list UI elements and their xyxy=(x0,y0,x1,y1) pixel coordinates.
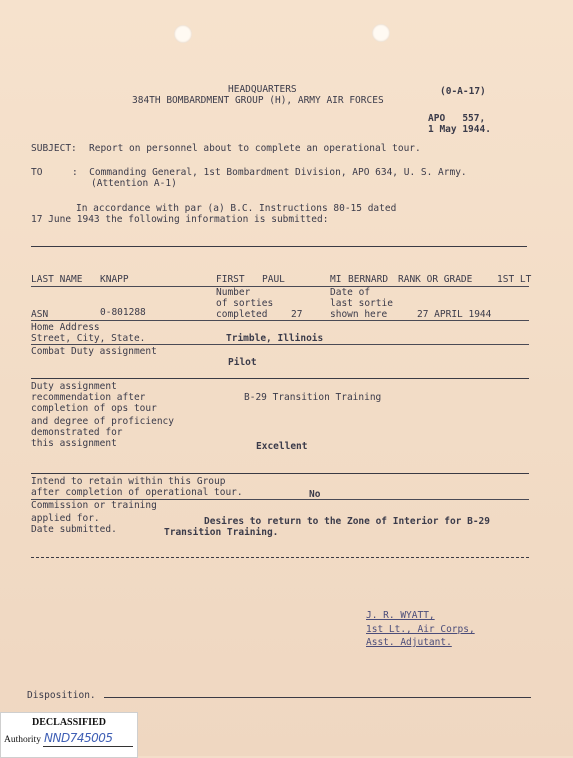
signature-rank: 1st Lt., Air Corps, xyxy=(366,624,475,635)
form-code: (0-A-17) xyxy=(440,86,486,97)
middle-name-value: BERNARD xyxy=(348,274,389,285)
middle-initial-label: MI xyxy=(330,274,342,285)
home-row-underline xyxy=(31,344,529,345)
duty-row-underline xyxy=(31,473,529,474)
punch-hole-left xyxy=(174,25,192,43)
header-line-2: 384TH BOMBARDMENT GROUP (H), ARMY AIR FORCES xyxy=(132,95,384,106)
commission-label-1: Commission or training xyxy=(31,500,157,511)
sorties-label-3: completed xyxy=(216,309,268,320)
sorties-label-1: Number xyxy=(216,287,251,298)
declassified-heading: DECLASSIFIED xyxy=(32,717,106,728)
authority-label: Authority xyxy=(4,735,41,745)
commission-label-3: Date submitted. xyxy=(31,524,117,535)
signature-name: J. R. WYATT, xyxy=(366,610,435,621)
sorties-value: 27 xyxy=(291,309,303,320)
last-sortie-label-3: shown here xyxy=(330,309,388,320)
sorties-label-2: of sorties xyxy=(216,298,274,309)
last-sortie-value: 27 APRIL 1944 xyxy=(417,309,492,320)
to-line-1: : Commanding General, 1st Bombardment Division, APO 634, U. S. Army. xyxy=(72,167,467,178)
disposition-line xyxy=(104,697,531,698)
first-name-label: FIRST xyxy=(216,274,245,285)
last-name-value: KNAPP xyxy=(100,274,129,285)
authority-number: NND745005 xyxy=(44,731,113,745)
commission-value-1: Desires to return to the Zone of Interior for B-29 xyxy=(204,516,490,527)
duty-label-3: completion of ops tour xyxy=(31,403,157,414)
duty-label-2: recommendation after xyxy=(31,392,146,403)
signature-title: Asst. Adjutant. xyxy=(366,637,452,648)
intro-line-2: 17 June 1943 the following information is submitted: xyxy=(31,214,329,225)
to-line-2: (Attention A-1) xyxy=(91,178,177,189)
last-sortie-label-1: Date of xyxy=(330,287,371,298)
home-address-label-2: Street, City, State. xyxy=(31,333,146,344)
disposition-label: Disposition. xyxy=(27,690,96,701)
rank-value: 1ST LT xyxy=(497,274,532,285)
rank-label: RANK OR GRADE xyxy=(398,274,473,285)
name-row-underline xyxy=(31,286,529,287)
commission-label-2: applied for. xyxy=(31,513,100,524)
sorties-row-underline xyxy=(31,320,529,321)
proficiency-value: Excellent xyxy=(256,441,308,452)
punch-hole-right xyxy=(372,24,390,42)
combat-duty-label: Combat Duty assignment xyxy=(31,346,157,357)
proficiency-label-1: and degree of proficiency xyxy=(31,416,174,427)
asn-label: ASN xyxy=(31,309,49,320)
home-address-value: Trimble, Illinois xyxy=(226,333,324,344)
retain-label-2: after completion of operational tour. xyxy=(31,487,243,498)
divider-bottom xyxy=(31,557,529,558)
proficiency-label-3: this assignment xyxy=(31,438,117,449)
intro-line-1: In accordance with par (a) B.C. Instructions 80-15 dated xyxy=(76,203,397,214)
authority-underline xyxy=(43,746,133,747)
first-name-value: PAUL xyxy=(262,274,285,285)
combat-duty-value: Pilot xyxy=(228,357,257,368)
letter-date: 1 May 1944. xyxy=(428,124,491,135)
divider-top xyxy=(31,246,527,247)
home-address-label-1: Home Address xyxy=(31,322,100,333)
last-sortie-label-2: last sortie xyxy=(330,298,393,309)
subject-label: SUBJECT: xyxy=(31,143,77,154)
asn-value: 0-801288 xyxy=(100,307,146,318)
subject-text: Report on personnel about to complete an operational tour. xyxy=(89,143,421,154)
duty-label-1: Duty assignment xyxy=(31,381,117,392)
retain-value: No xyxy=(309,489,321,500)
declassified-stamp xyxy=(0,712,138,758)
proficiency-label-2: demonstrated for xyxy=(31,427,123,438)
to-label: TO xyxy=(31,167,43,178)
combat-row-underline xyxy=(31,378,529,379)
retain-label-1: Intend to retain within this Group xyxy=(31,476,226,487)
commission-value-2: Transition Training. xyxy=(164,527,279,538)
duty-value: B-29 Transition Training xyxy=(244,392,382,403)
last-name-label: LAST NAME xyxy=(31,274,83,285)
apo-number: APO 557, xyxy=(428,113,486,124)
header-line-1: HEADQUARTERS xyxy=(228,84,297,95)
